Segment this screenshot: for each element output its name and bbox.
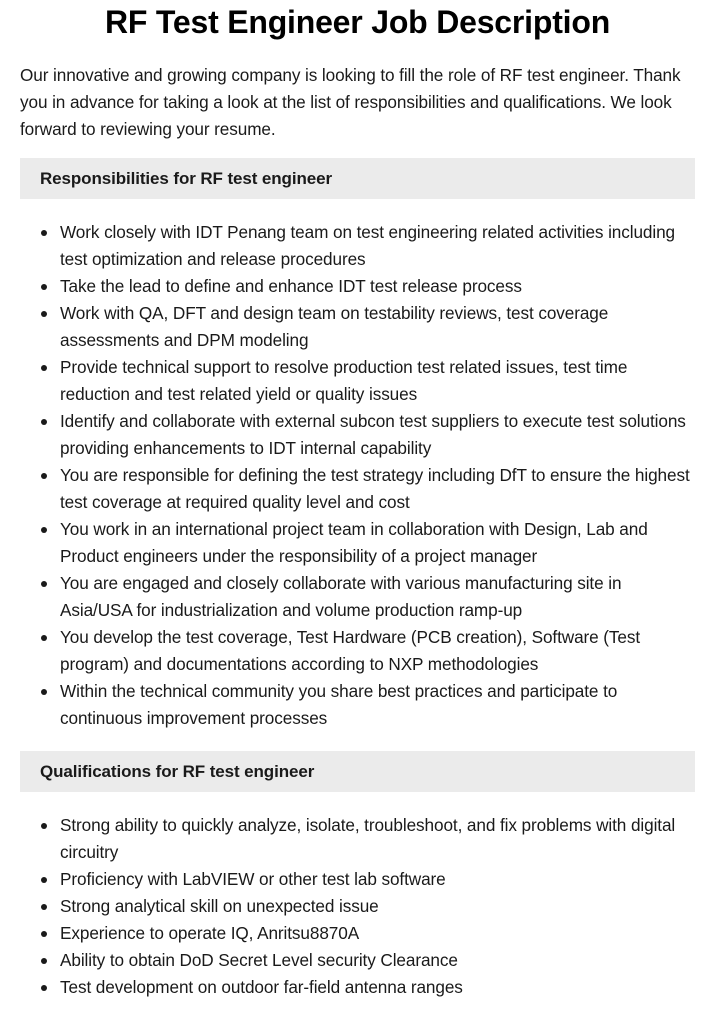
list-item-text: Within the technical community you share best practices and participate to continuous improvement processes <box>60 681 618 728</box>
bullet-icon <box>41 904 47 910</box>
qualifications-section-header <box>20 751 695 792</box>
list-item-text: Work with QA, DFT and design team on testability reviews, test coverage assessments and DPM modeling <box>60 303 609 350</box>
list-item-text: You are engaged and closely collaborate with various manufacturing site in Asia/USA for industrialization and volume production ramp-up <box>60 573 622 620</box>
list-item <box>60 893 695 920</box>
list-item-text: You work in an international project team in collaboration with Design, Lab and Product engineers under the responsibility of a project manager <box>60 519 648 566</box>
list-item-text: Take the lead to define and enhance IDT test release process <box>60 276 522 296</box>
bullet-icon <box>41 823 47 829</box>
bullet-icon <box>41 311 47 317</box>
list-item <box>60 678 695 732</box>
qualifications-heading: Qualifications for RF test engineer <box>40 761 315 781</box>
list-item-text: Experience to operate IQ, Anritsu8870A <box>60 923 360 943</box>
bullet-icon <box>41 284 47 290</box>
list-item <box>60 624 695 678</box>
responsibilities-heading: Responsibilities for RF test engineer <box>40 168 332 188</box>
intro-paragraph: Our innovative and growing company is looking to fill the role of RF test engineer. Thank you in advance for taking a look at the list of responsibilities and qualifications. We look forward to reviewing your resume. <box>20 65 681 139</box>
list-item <box>60 219 695 273</box>
page-title: RF Test Engineer Job Description <box>104 4 611 40</box>
qualifications-list <box>20 812 695 1001</box>
bullet-icon <box>41 473 47 479</box>
bullet-icon <box>41 931 47 937</box>
bullet-icon <box>41 365 47 371</box>
list-item <box>60 354 695 408</box>
bullet-icon <box>41 527 47 533</box>
bullet-icon <box>41 877 47 883</box>
list-item <box>60 866 695 893</box>
bullet-icon <box>41 230 47 236</box>
responsibilities-list <box>20 219 695 732</box>
list-item <box>60 408 695 462</box>
bullet-icon <box>41 581 47 587</box>
list-item-text: You develop the test coverage, Test Hardware (PCB creation), Software (Test program) and documentations according to NXP methodologies <box>60 627 641 674</box>
list-item-text: Work closely with IDT Penang team on test engineering related activities including test optimization and release procedures <box>60 222 676 269</box>
list-item-text: Proficiency with LabVIEW or other test lab software <box>60 869 446 889</box>
list-item-text: Provide technical support to resolve production test related issues, test time reduction and test related yield or quality issues <box>60 357 628 404</box>
list-item <box>60 812 695 866</box>
list-item-text: Strong analytical skill on unexpected issue <box>60 896 379 916</box>
responsibilities-section-header <box>20 158 695 199</box>
list-item <box>60 300 695 354</box>
list-item-text: You are responsible for defining the test strategy including DfT to ensure the highest test coverage at required quality level and cost <box>60 465 690 512</box>
bullet-icon <box>41 985 47 991</box>
list-item-text: Identify and collaborate with external subcon test suppliers to execute test solutions providing enhancements to IDT internal capability <box>60 411 686 458</box>
list-item <box>60 462 695 516</box>
list-item-text: Test development on outdoor far-field antenna ranges <box>60 977 463 997</box>
bullet-icon <box>41 419 47 425</box>
list-item <box>60 516 695 570</box>
list-item <box>60 570 695 624</box>
list-item-text: Strong ability to quickly analyze, isolate, troubleshoot, and fix problems with digital circuitry <box>60 815 676 862</box>
bullet-icon <box>41 958 47 964</box>
list-item <box>60 974 695 1001</box>
list-item <box>60 273 695 300</box>
list-item-text: Ability to obtain DoD Secret Level security Clearance <box>60 950 458 970</box>
list-item <box>60 920 695 947</box>
bullet-icon <box>41 635 47 641</box>
bullet-icon <box>41 689 47 695</box>
list-item <box>60 947 695 974</box>
